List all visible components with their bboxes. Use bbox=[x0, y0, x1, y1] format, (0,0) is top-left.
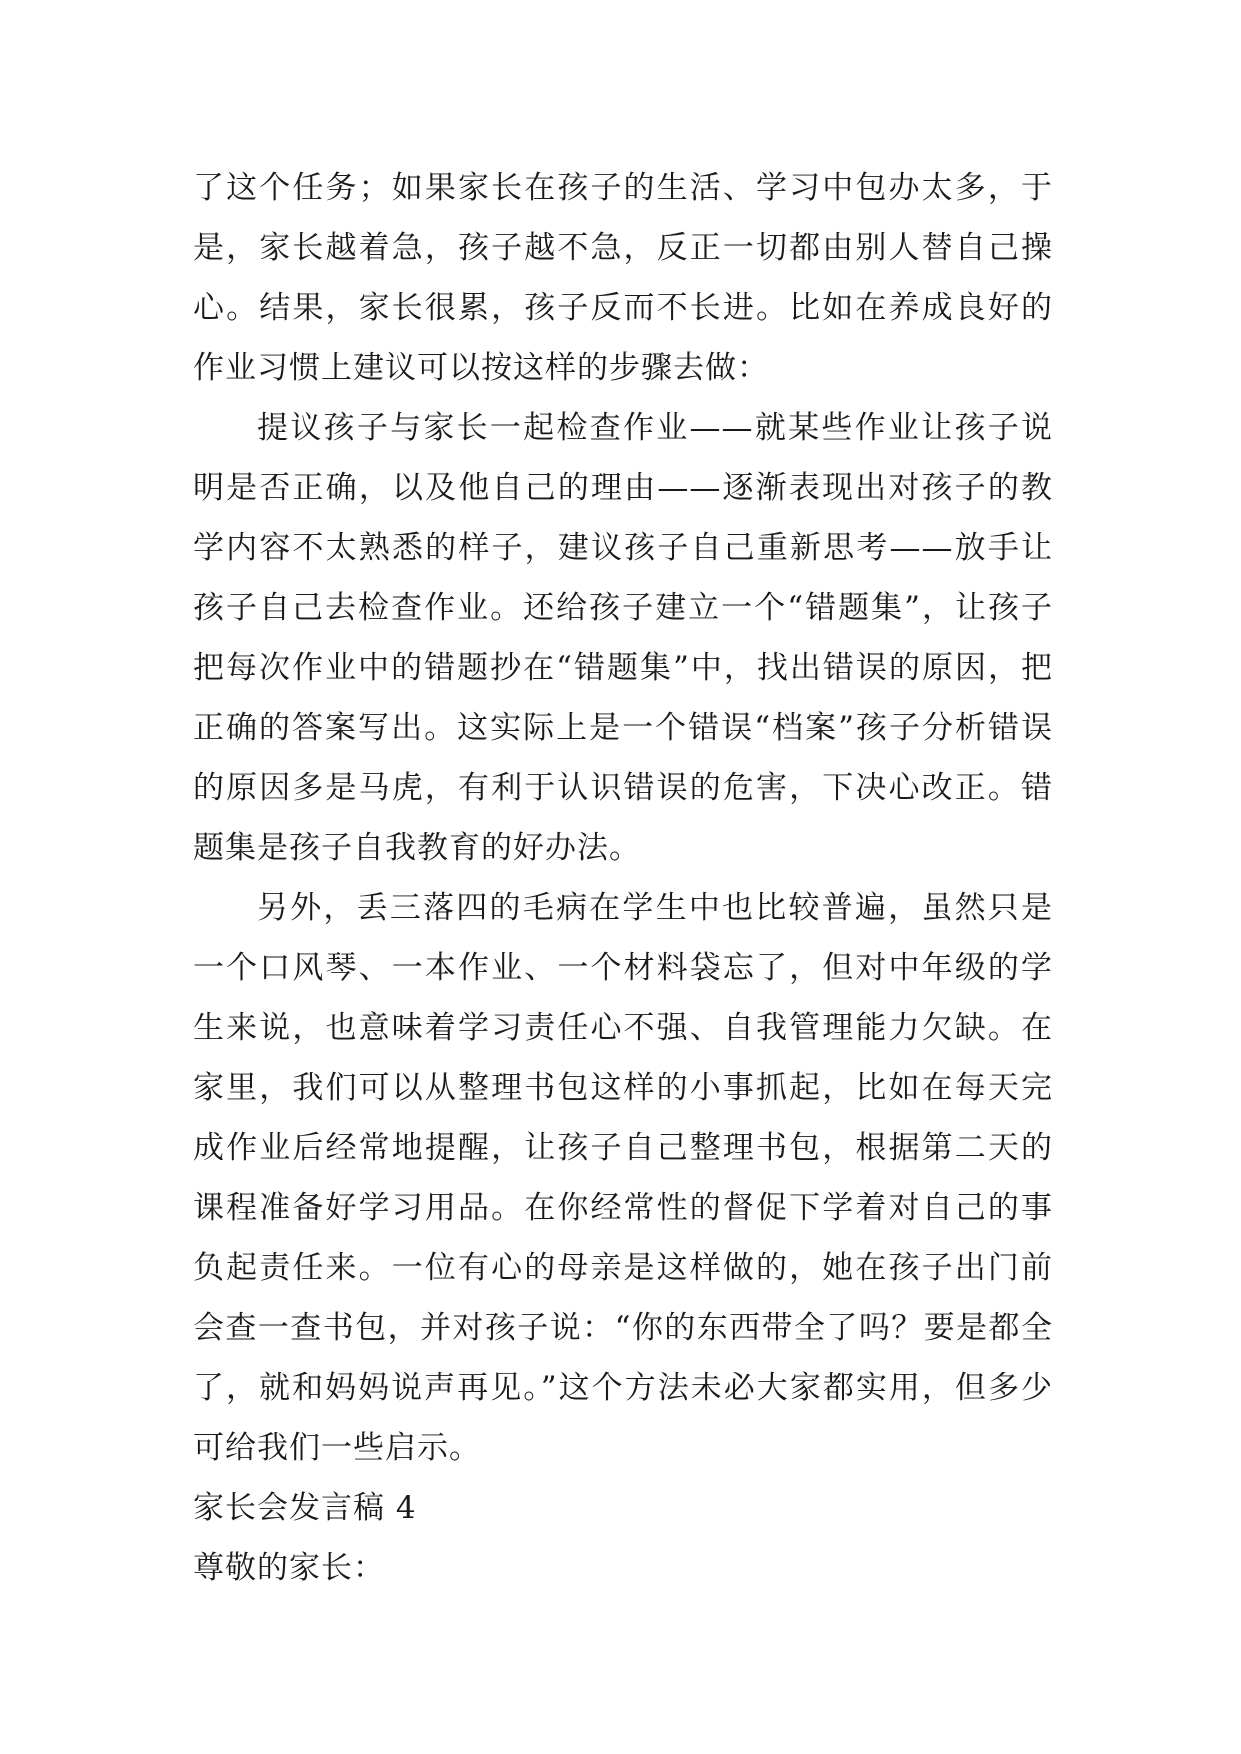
paragraph-1: 了这个任务；如果家长在孩子的生活、学习中包办太多，于是，家长越着急，孩子越不急，反正一切都由别人替自己操心。结果，家长很累，孩子反而不长进。比如在养成良好的作业习惯上建议可以按这样的步骤去做： bbox=[193, 170, 1053, 386]
document-body bbox=[193, 158, 1053, 1598]
salutation: 尊敬的家长： bbox=[193, 1550, 385, 1586]
paragraph-2: 提议孩子与家长一起检查作业——就某些作业让孩子说明是否正确，以及他自己的理由——逐渐表现出对孩子的教学内容不太熟悉的样子，建议孩子自己重新思考——放手让孩子自己去检查作业。还给孩子建立一个“错题集”，让孩子把每次作业中的错题抄在“错题集”中，找出错误的原因，把正确的答案写出。这实际上是一个错误“档案”孩子分析错误的原因多是马虎，有利于认识错误的危害，下决心改正。错题集是孩子自我教育的好办法。 bbox=[193, 410, 1053, 866]
section-title: 家长会发言稿 4 bbox=[193, 1490, 417, 1526]
paragraph-3: 另外，丢三落四的毛病在学生中也比较普遍，虽然只是一个口风琴、一本作业、一个材料袋忘了，但对中年级的学生来说，也意味着学习责任心不强、自我管理能力欠缺。在家里，我们可以从整理书包这样的小事抓起，比如在每天完成作业后经常地提醒，让孩子自己整理书包，根据第二天的课程准备好学习用品。在你经常性的督促下学着对自己的事负起责任来。一位有心的母亲是这样做的，她在孩子出门前会查一查书包，并对孩子说：“你的东西带全了吗？要是都全了，就和妈妈说声再见。”这个方法未必大家都实用，但多少可给我们一些启示。 bbox=[193, 890, 1053, 1466]
